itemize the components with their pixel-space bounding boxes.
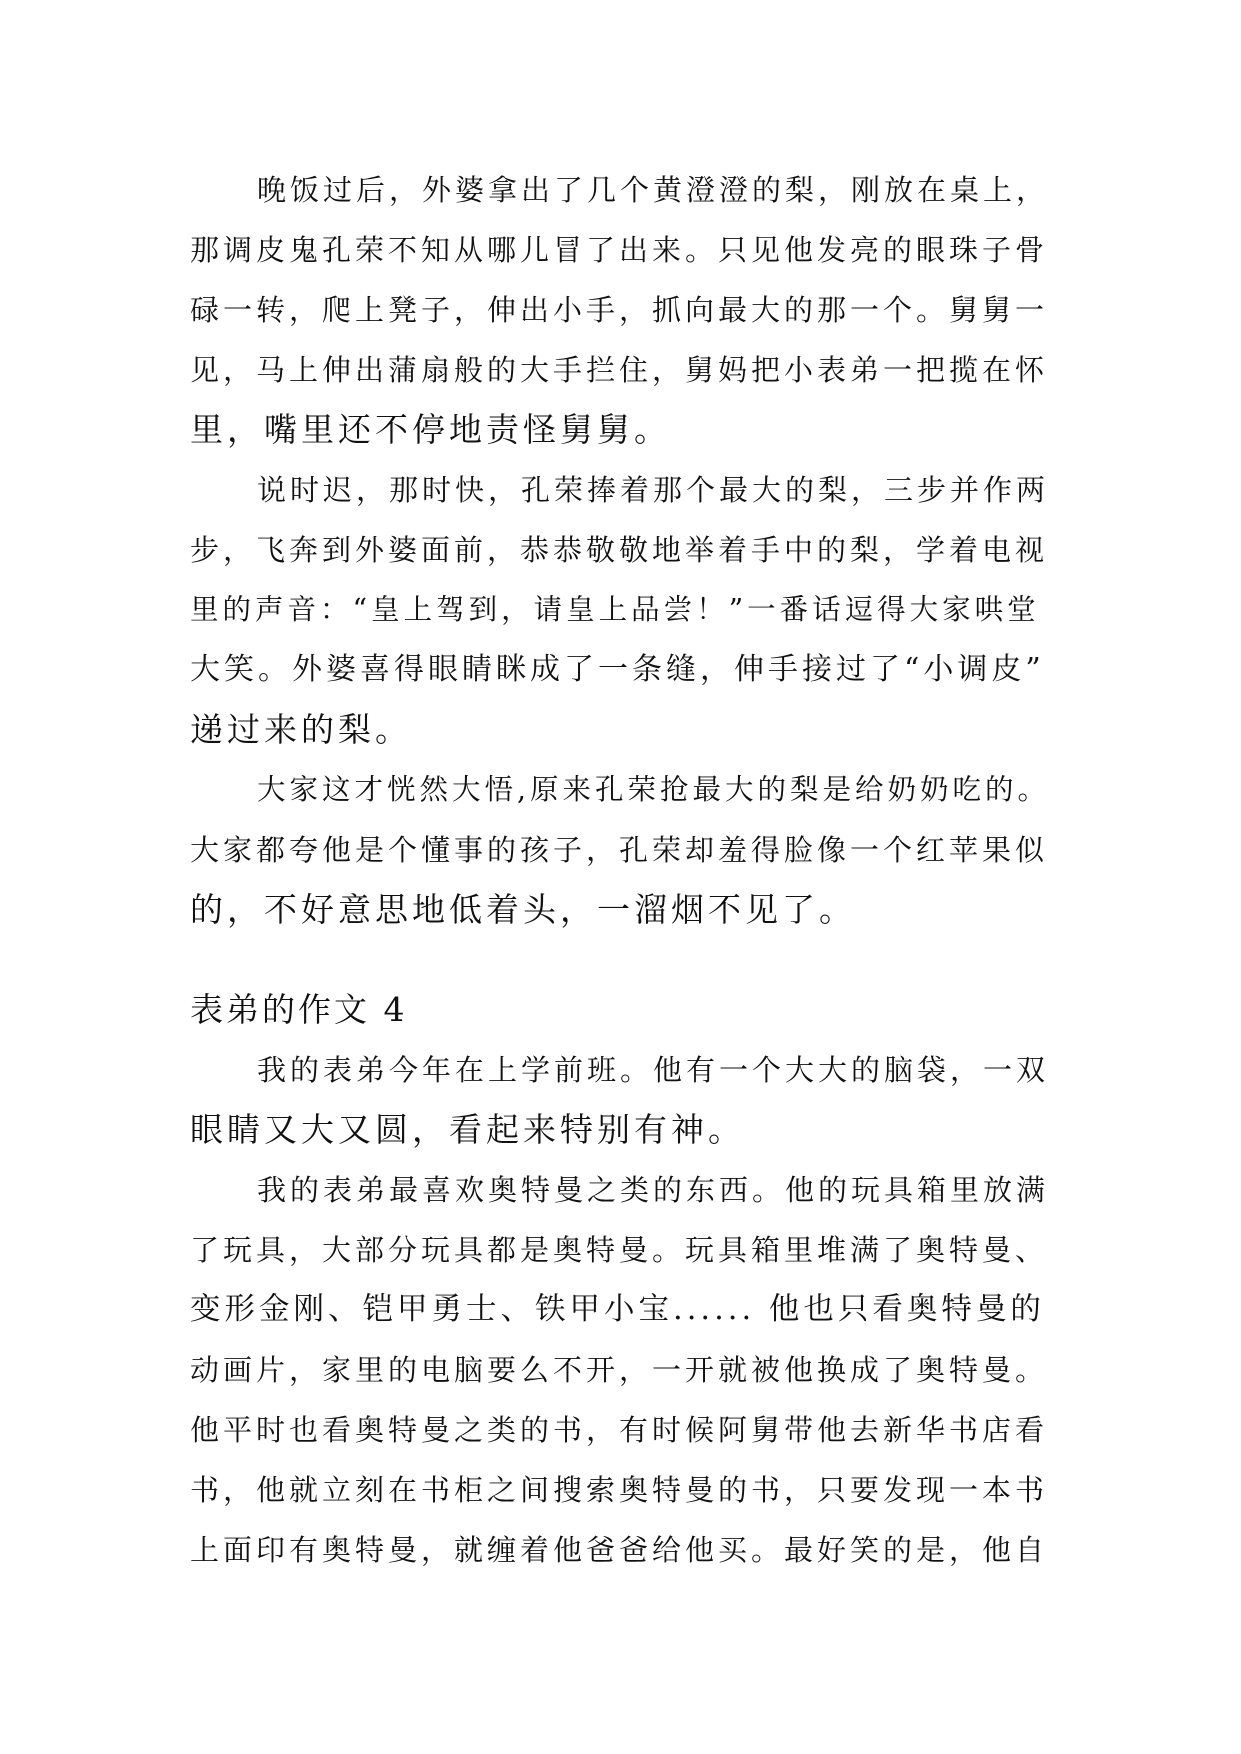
paragraph-line: 上面印有奥特曼，就缠着他爸爸给他买。最好笑的是，他自 bbox=[190, 1533, 1049, 1567]
paragraph-line: 递过来的梨。 bbox=[190, 710, 412, 749]
paragraph-line: 我的表弟最喜欢奥特曼之类的东西。他的玩具箱里放满 bbox=[257, 1173, 1050, 1207]
paragraph-line: 我的表弟今年在上学前班。他有一个大大的脑袋，一双 bbox=[257, 1053, 1050, 1087]
paragraph-line: 说时迟，那时快，孔荣捧着那个最大的梨，三步并作两 bbox=[257, 473, 1050, 507]
paragraph-line: 书，他就立刻在书柜之间搜索奥特曼的书，只要发现一本书 bbox=[190, 1473, 1049, 1507]
paragraph-line: 大家都夸他是个懂事的孩子，孔荣却羞得脸像一个红苹果似 bbox=[190, 833, 1049, 867]
paragraph-line: 大笑。外婆喜得眼睛眯成了一条缝，伸手接过了“小调皮” bbox=[190, 652, 1045, 687]
paragraph-line: 动画片，家里的电脑要么不开，一开就被他换成了奥特曼。 bbox=[190, 1353, 1049, 1387]
paragraph-line: 的，不好意思地低着头，一溜烟不见了。 bbox=[190, 890, 856, 929]
paragraph-line: 里的声音：“皇上驾到，请皇上品尝！”一番话逗得大家哄堂 bbox=[190, 593, 1040, 626]
paragraph-line: 那调皮鬼孔荣不知从哪儿冒了出来。只见他发亮的眼珠子骨 bbox=[190, 233, 1049, 267]
paragraph-line: 他平时也看奥特曼之类的书，有时候阿舅带他去新华书店看 bbox=[190, 1413, 1049, 1447]
section-heading: 表弟的作文 4 bbox=[190, 990, 408, 1029]
paragraph-line: 晚饭过后，外婆拿出了几个黄澄澄的梨，刚放在桌上， bbox=[257, 173, 1050, 207]
paragraph-line: 里，嘴里还不停地责怪舅舅。 bbox=[190, 410, 671, 449]
paragraph-line: 步，飞奔到外婆面前，恭恭敬敬地举着手中的梨，学着电视 bbox=[190, 533, 1049, 567]
paragraph-line: 大家这才恍然大悟,原来孔荣抢最大的梨是给奶奶吃的。 bbox=[257, 773, 1051, 806]
paragraph-line: 变形金刚、铠甲勇士、铁甲小宝...... 他也只看奥特曼的 bbox=[190, 1292, 1045, 1327]
paragraph-line: 眼睛又大又圆，看起来特别有神。 bbox=[190, 1110, 745, 1149]
paragraph-line: 了玩具，大部分玩具都是奥特曼。玩具箱里堆满了奥特曼、 bbox=[190, 1233, 1049, 1267]
paragraph-line: 见，马上伸出蒲扇般的大手拦住，舅妈把小表弟一把揽在怀 bbox=[190, 353, 1049, 387]
paragraph-line: 碌一转，爬上凳子，伸出小手，抓向最大的那一个。舅舅一 bbox=[190, 293, 1049, 327]
